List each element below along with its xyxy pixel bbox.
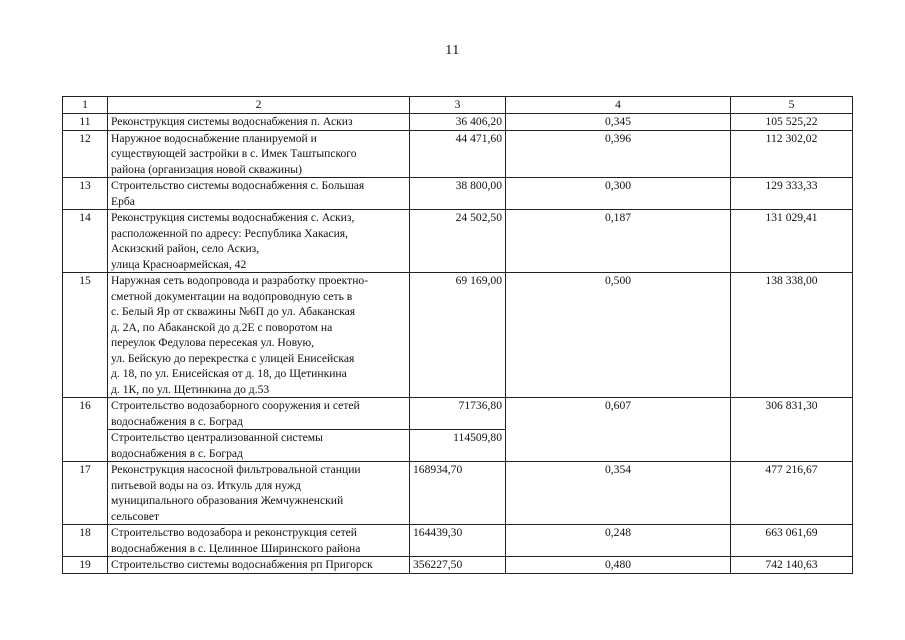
row-name-line: Строительство системы водоснабжения с. Большая [111,179,365,192]
table-row [63,178,853,210]
row-name-line: Строительство водозаборного сооружения и сетей [111,399,360,412]
row-result: 663 061,69 [731,525,853,557]
table-row [63,525,853,557]
table-row [63,398,853,430]
row-result: 131 029,41 [731,210,853,273]
row-coefficient: 0,607 [506,398,731,462]
table-row [63,557,853,574]
header-cell-2: 2 [108,97,410,114]
row-value: 114509,80 [410,430,506,462]
table-row [63,462,853,525]
header-cell-1: 1 [63,97,108,114]
row-name-line: Реконструкция системы водоснабжения п. Аскиз [111,115,353,128]
row-name-line: д. 1К, по ул. Щетинкина до д.53 [111,382,270,396]
row-value: 38 800,00 [410,178,506,210]
row-name-line: сельсовет [111,509,160,523]
row-name-line: Строительство водозабора и реконструкция сетей [111,526,357,539]
header-cell-4: 4 [506,97,731,114]
row-name-line: д. 18, по ул. Енисейская от д. 18, до Щетинкина [111,367,347,380]
row-name [108,273,410,398]
row-value: 71736,80 [410,398,506,430]
row-name-line: ул. Бейскую до перекрестка с улицей Енисейская [111,351,355,365]
row-name [108,210,410,273]
row-name-line: существующей застройки в с. Имек Таштыпского [111,147,357,160]
row-number: 15 [63,273,108,398]
row-name-line: района (организация новой скважины) [111,162,302,176]
row-name [108,130,410,178]
row-value: 24 502,50 [410,210,506,273]
header-cell-5: 5 [731,97,853,114]
row-name-line: сметной документации на водопроводную сеть в [111,289,353,303]
row-name [108,525,410,557]
row-name-line: Строительство централизованной системы [111,431,323,444]
table-row [63,273,853,398]
row-value: 164439,30 [410,525,506,557]
row-result: 477 216,67 [731,462,853,525]
row-result: 129 333,33 [731,178,853,210]
row-number: 13 [63,178,108,210]
row-result: 306 831,30 [731,398,853,462]
row-number: 18 [63,525,108,557]
row-name-line: Наружная сеть водопровода и разработку проектно- [111,274,369,287]
row-number: 14 [63,210,108,273]
row-coefficient: 0,480 [506,557,731,574]
row-name-line: Реконструкция системы водоснабжения с. Аскиз, [111,211,355,224]
row-name-line: Наружное водоснабжение планируемой и [111,131,317,145]
row-number: 16 [63,398,108,462]
row-name-line: водоснабжения в с. Целинное Ширинского района [111,541,361,555]
row-name-line: муниципального образования Жемчужненский [111,494,344,507]
row-coefficient: 0,396 [506,130,731,178]
row-name-line: переулок Федулова пересекая ул. Новую, [111,336,315,349]
row-value: 36 406,20 [410,114,506,131]
row-name-line: д. 2А, по Абаканской до д.2Е с поворотом на [111,320,333,334]
row-name [108,398,410,430]
row-name-line: водоснабжения в с. Боград [111,446,243,460]
row-number: 12 [63,130,108,178]
row-name [108,178,410,210]
table-header-row [63,97,853,114]
row-name [108,430,410,462]
row-result: 138 338,00 [731,273,853,398]
row-name-line: водоснабжения в с. Боград [111,414,243,428]
row-result: 105 525,22 [731,114,853,131]
row-number: 19 [63,557,108,574]
row-name-line: Аскизский район, село Аскиз, [111,242,260,255]
table-row [63,114,853,131]
row-result: 112 302,02 [731,130,853,178]
header-cell-3: 3 [410,97,506,114]
table-row [63,210,853,273]
row-name-line: улица Красноармейская, 42 [111,257,247,271]
row-coefficient: 0,248 [506,525,731,557]
row-coefficient: 0,500 [506,273,731,398]
row-name [108,557,410,574]
row-value: 356227,50 [410,557,506,574]
row-number: 11 [63,114,108,131]
row-value: 168934,70 [410,462,506,525]
page-number: 11 [445,43,460,58]
row-name-line: Строительство системы водоснабжения рп Пригорск [111,558,373,571]
row-coefficient: 0,300 [506,178,731,210]
data-table [62,96,853,574]
row-name-line: питьевой воды на оз. Иткуль для нужд [111,478,301,492]
row-value: 69 169,00 [410,273,506,398]
table-row [63,130,853,178]
row-value: 44 471,60 [410,130,506,178]
row-result: 742 140,63 [731,557,853,574]
row-coefficient: 0,354 [506,462,731,525]
row-number: 17 [63,462,108,525]
row-name-line: Ерба [111,194,135,208]
row-coefficient: 0,187 [506,210,731,273]
row-name-line: с. Белый Яр от скважины №6П до ул. Абаканская [111,305,356,318]
row-name [108,114,410,131]
row-name-line: расположенной по адресу: Республика Хакасия, [111,226,349,240]
row-coefficient: 0,345 [506,114,731,131]
row-name-line: Реконструкция насосной фильтровальной станции [111,463,361,476]
row-name [108,462,410,525]
